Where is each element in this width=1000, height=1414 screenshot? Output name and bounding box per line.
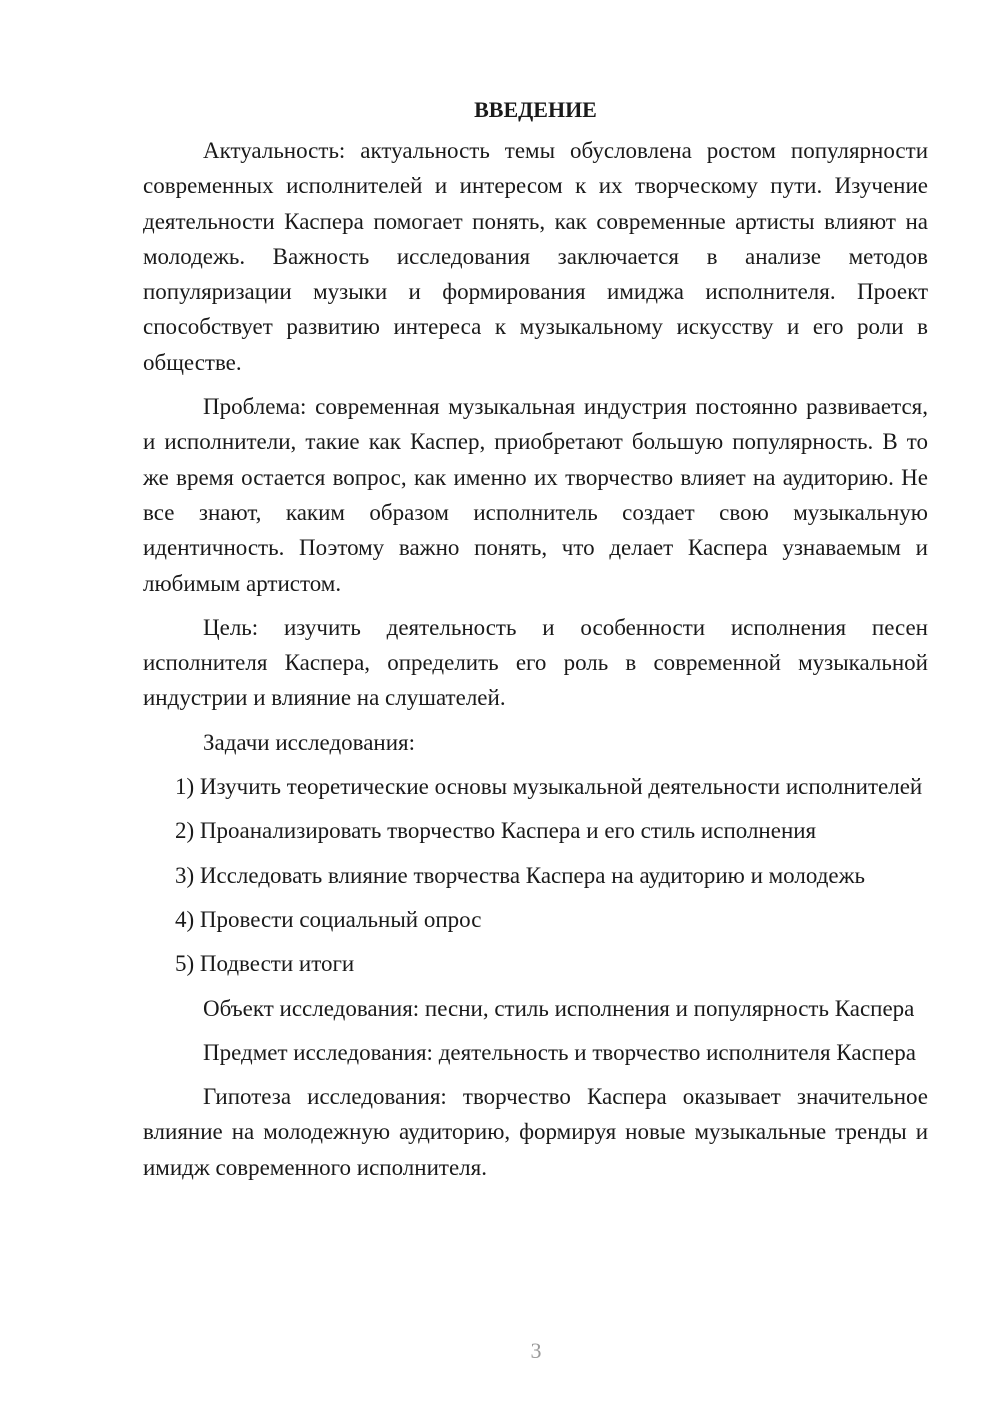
task-item: 5) Подвести итоги	[175, 951, 355, 977]
problem-paragraph: Проблема: современная музыкальная индустрия постоянно развивается, и исполнители, такие как Каспер, приобретают большую популярность. В то же время остается вопрос, как именно их творчество влияет на аудиторию. Не все знают, каким образом исполнитель создает свою музыкальную идентичность. Поэтому важно понять, что делает Каспера узнаваемым и любимым артистом.	[143, 394, 928, 596]
goal-paragraph: Цель: изучить деятельность и особенности исполнения песен исполнителя Каспера, определить его роль в современной музыкальной индустрии и влияние на слушателей.	[143, 614, 928, 711]
object-paragraph: Объект исследования: песни, стиль исполнения и популярность Каспера	[203, 995, 915, 1021]
page-content	[143, 92, 928, 1194]
page-title: ВВЕДЕНИЕ	[474, 97, 597, 122]
task-item: 3) Исследовать влияние творчества Каспера на аудиторию и молодежь	[175, 862, 865, 888]
task-item: 1) Изучить теоретические основы музыкальной деятельности исполнителей	[175, 774, 923, 800]
tasks-heading: Задачи исследования:	[203, 729, 416, 755]
page-number: 3	[530, 1338, 542, 1363]
subject-paragraph: Предмет исследования: деятельность и творчество исполнителя Каспера	[203, 1039, 916, 1065]
relevance-paragraph: Актуальность: актуальность темы обусловлена ростом популярности современных исполнителей и интересом к их творческому пути. Изучение деятельности Каспера помогает понять, как современные артисты влияют на молодежь. Важность исследования заключается в анализе методов популяризации музыки и формирования имиджа исполнителя. Проект способствует развитию интереса к музыкальному искусству и его роли в обществе.	[143, 138, 928, 375]
hypothesis-paragraph: Гипотеза исследования: творчество Каспера оказывает значительное влияние на молодежную аудиторию, формируя новые музыкальные тренды и имидж современного исполнителя.	[143, 1084, 928, 1180]
task-item: 4) Провести социальный опрос	[175, 906, 482, 932]
task-item: 2) Проанализировать творчество Каспера и его стиль исполнения	[175, 818, 817, 844]
